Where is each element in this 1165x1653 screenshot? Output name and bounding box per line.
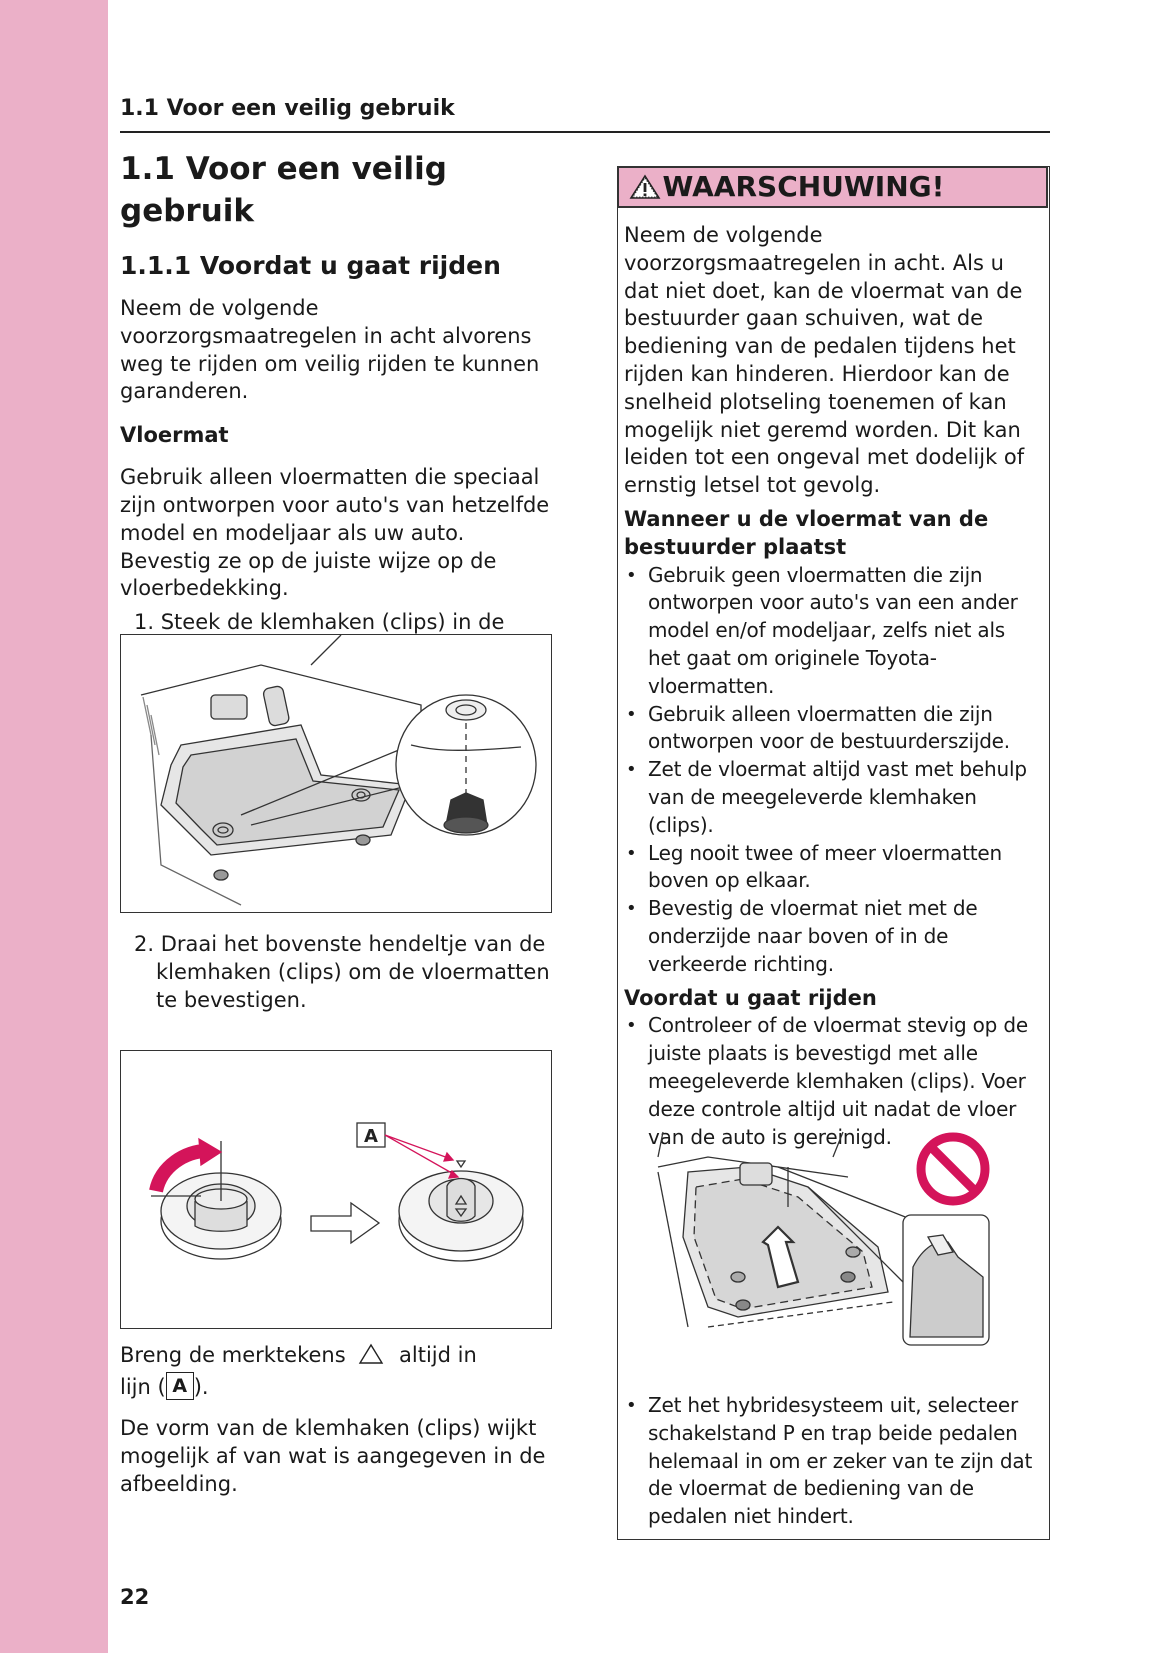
list-item: • Gebruik geen vloermatten die zijn ontworpen voor auto's van een ander model en/of modeljaar, zelfs niet als het gaat om originele Toyota-vloermatten. (624, 562, 1042, 701)
list-item: • Zet het hybridesysteem uit, selecteer schakelstand P en trap beide pedalen helemaal in om er zeker van te zijn dat de vloermat de bediening van de pedalen niet hindert. (624, 1392, 1042, 1531)
warning-heading-driver-mat: Wanneer u de vloermat van de bestuurder plaatst (624, 506, 989, 559)
step-2: 2. Draai het bovenste hendeltje van de klemhaken (clips) om de vloermatten te bevestigen. (134, 932, 550, 1012)
floor-mat-illustration (121, 635, 551, 912)
page-number: 22 (120, 1585, 150, 1609)
align-text-line2-before: lijn ( (120, 1375, 166, 1399)
subsection-title: 1.1.1 Voordat u gaat rijden (120, 251, 501, 280)
side-color-band (0, 0, 108, 1653)
warning-bullets-3 (624, 1392, 1042, 1531)
warning-title: WAARSCHUWING! (662, 170, 945, 203)
step-1: 1. Steek de klemhaken (clips) in de (134, 610, 505, 635)
clip-rotation-illustration (121, 1051, 551, 1328)
figure-label-a: A (364, 1126, 378, 1147)
warning-box (617, 166, 1050, 1540)
align-text-line2-after: ). (193, 1375, 209, 1399)
section-title: 1.1 Voor een veilig gebruik (120, 151, 447, 229)
running-header: 1.1 Voor een veilig gebruik (120, 96, 455, 121)
header-rule (120, 131, 1050, 133)
align-text-before: Breng de merktekens (120, 1343, 346, 1367)
list-item: • Leg nooit twee of meer vloermatten boven op elkaar. (624, 840, 1042, 896)
vloermat-heading: Vloermat (120, 423, 229, 448)
warning-header (617, 166, 1048, 208)
figure-clip-rotation (120, 1050, 552, 1329)
vloermat-paragraph: Gebruik alleen vloermatten die speciaal zijn ontworpen voor auto's van hetzelfde model en modeljaar als uw auto. Bevestig ze op de juiste wijze op de vloerbedekking. (120, 465, 550, 601)
warning-body (624, 222, 1042, 1151)
figure-floor-mat-clip (120, 634, 552, 913)
triangle-marker-icon (358, 1343, 384, 1365)
left-column (120, 148, 560, 665)
warning-intro: Neem de volgende voorzorgsmaatregelen in acht. Als u dat niet doet, kan de vloermat van de bestuurder gaan schuiven, wat de bediening van de pedalen tijdens het rijden kan hinderen. Hierdoor kan de snelheid plotseling toenemen of kan mogelijk niet geremd worden. Dit kan leiden tot een ongeval met dodelijk of ernstig letsel tot gevolg. (624, 223, 1025, 498)
steps-list-2 (120, 931, 560, 1014)
clip-shape-note: De vorm van de klemhaken (clips) wijkt mogelijk af van wat is aangegeven in de afbeelding. (120, 1416, 546, 1496)
list-item: • Gebruik alleen vloermatten die zijn ontworpen voor de bestuurderszijde. (624, 701, 1042, 757)
stacked-mat-prohibited-illustration (648, 1127, 1023, 1357)
list-item: • Controleer of de vloermat stevig op de juiste plaats is bevestigd met alle meegeleverde klemhaken (clips). Voer deze controle altijd uit nadat de vloer van de auto is gereinigd. (624, 1012, 1042, 1151)
warning-heading-before-driving: Voordat u gaat rijden (624, 985, 877, 1010)
intro-paragraph: Neem de volgende voorzorgsmaatregelen in acht alvorens weg te rijden om veilig rijden te kunnen garanderen. (120, 296, 540, 404)
list-item: • Bevestig de vloermat niet met de onderzijde naar boven of in de verkeerde richting. (624, 895, 1042, 978)
align-text-after: altijd in (399, 1343, 477, 1367)
warning-last-bullet-block (624, 1392, 1042, 1531)
warning-bullets-1 (624, 562, 1042, 979)
warning-triangle-icon (629, 174, 661, 200)
alignment-note (120, 1339, 560, 1403)
list-item: • Zet de vloermat altijd vast met behulp van de meegeleverde klemhaken (clips). (624, 756, 1042, 839)
label-a-box: A (166, 1372, 194, 1400)
